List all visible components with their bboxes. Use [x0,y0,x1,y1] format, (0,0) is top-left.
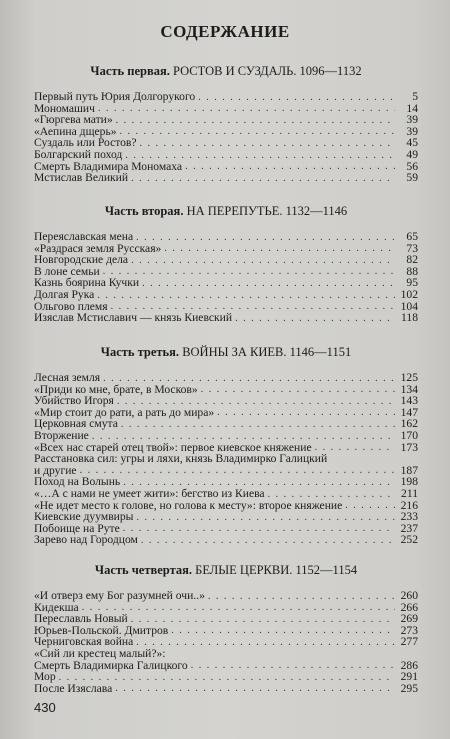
toc-entry-page: 59 [406,171,418,185]
toc-entry-page: 269 [400,612,418,626]
toc-entry-page: 39 [406,124,418,138]
toc-entry-title: Изяслав Мстиславич — князь Киевский [34,311,233,325]
toc-entry-title: В лоне семьи [34,264,100,278]
toc-entry [34,312,418,324]
toc-entry-page: 291 [400,670,418,684]
part-section [34,563,418,694]
toc-entry-title: Юрьев-Польской. Дмитров [34,623,169,637]
toc-entry-title: «…А с нами не умеет жити»: бегство из Киева [34,486,265,500]
toc-entry [34,418,418,430]
toc-entry-title: «Всех нас старей отец твой»: первое киевское княжение [34,440,312,454]
toc-entry-title: Церковная смута [34,417,118,431]
toc-entry-title: «Сий ли крестец малый?»: [34,646,166,660]
dot-leader [131,256,395,266]
toc-entry-page: 39 [406,113,418,127]
toc-entry [34,683,418,695]
part-name: БЕЛЫЕ ЦЕРКВИ. 1152—1154 [192,563,358,577]
toc-entry-title: Зарево над Городцом [34,533,138,547]
dot-leader [131,174,395,184]
toc-entry-page: 266 [400,600,418,614]
dot-leader [198,93,395,103]
dot-leader [97,291,395,301]
toc-entry-title: Новгородские дела [34,253,129,267]
dot-leader [123,524,395,534]
toc-entry-page: 173 [400,440,418,454]
toc-entry-page: 82 [406,253,418,267]
part-label: Часть первая. [90,64,170,78]
toc-entry-page: 14 [406,101,418,115]
toc-entry [34,149,418,161]
toc-entry-page: 95 [406,276,418,290]
toc-entry [34,372,418,384]
toc-entry-page: 88 [406,264,418,278]
toc-entry-page: 162 [400,417,418,431]
toc-entry-title: Расстановка сил: угры и ляхи, князь Владимирко Галицкий [34,452,328,466]
toc-entry [34,671,418,683]
toc-entry-title: «Не идет место к голове, но голова к месту»: второе княжение [34,498,343,512]
toc-entry-page: 143 [400,394,418,408]
toc-entry-page: 216 [400,498,418,512]
toc-entry [34,172,418,184]
toc-entry-title: Поход на Волынь [34,475,121,489]
toc-entry-page: 147 [400,405,418,419]
toc-entry [34,289,418,301]
dot-leader [98,104,395,114]
part-label: Часть четвертая. [94,563,193,577]
toc-entry [34,91,418,103]
toc-entry-page: 237 [400,521,418,535]
toc-entry-page: 104 [400,299,418,313]
toc-entry-title: Смерть Владимирка Галицкого [34,658,188,672]
toc-entry-page: 134 [400,382,418,396]
toc-entry-page: 233 [400,510,418,524]
toc-entry [34,660,418,672]
toc-entry-page: 260 [400,589,418,602]
part-name: ВОЙНЫ ЗА КИЕВ. 1146—1151 [179,345,352,359]
toc-entry-title: Суздаль или Ростов? [34,136,137,150]
toc-entry-page: 187 [400,463,418,477]
toc-entry-title: Мор [34,670,56,684]
page-number: 430 [34,700,56,715]
dot-leader [136,233,395,243]
toc-entry-page: 295 [400,681,418,695]
toc-entry-title: «И отверз ему Бог разумней очи..» [34,589,205,602]
part-heading [34,64,418,79]
toc-entry-title: Убийство Игоря [34,394,114,408]
part-heading [34,345,418,360]
page-title: СОДЕРЖАНИЕ [160,22,290,41]
toc-entry-title: После Изяслава [34,681,113,695]
dot-leader [80,466,395,476]
toc-entry-title: Черниговская война [34,635,134,649]
toc-entry-page: 56 [406,159,418,173]
toc-entry-page: 252 [400,533,418,547]
toc-entry-page: 102 [400,287,418,301]
toc-entry-title: Ольгово племя [34,299,108,313]
dot-leader [121,420,395,430]
dot-leader [141,536,395,546]
toc-entry-page: 45 [406,136,418,150]
toc-entry-title: Казнь боярина Кучки [34,276,140,290]
dot-leader [185,162,395,172]
toc-entry-title: «Мир стоит до рати, а рать до мира» [34,405,215,419]
dot-leader [171,626,395,636]
toc-entry-title: «Приди ко мне, брате, в Москов» [34,382,198,396]
toc-entry-page: 5 [412,90,418,103]
dot-leader [191,661,395,671]
part-section [34,64,418,184]
toc-entry-title: Мстислав Великий [34,171,129,185]
part-section [34,204,418,324]
toc-entry-title: Смерть Владимира Мономаха [34,159,183,173]
toc-entry-page: 65 [406,230,418,243]
dot-leader [140,139,395,149]
toc-entry-title: Мономашич [34,101,95,115]
toc-entry-title: и другие [34,463,77,477]
toc-entry-page: 211 [401,486,418,500]
dot-leader [235,314,395,324]
toc-entry-title: «Раздрася земля Русская» [34,241,162,255]
dot-leader [103,267,395,277]
toc-entry-title: Болгарский поход [34,147,123,161]
toc-entry-title: Кидекша [34,600,79,614]
dot-leader [345,501,395,511]
dot-leader [115,684,395,694]
part-label: Часть третья. [100,345,180,359]
toc-entry-title: Лесная земля [34,371,101,384]
toc-entry-title: Побоище на Руте [34,521,120,535]
dot-leader [120,127,395,137]
toc-entry-page: 273 [400,623,418,637]
toc-entry-page: 198 [400,475,418,489]
toc-entry-title: Переяславская мена [34,230,134,243]
part-name: НА ПЕРЕПУТЬЕ. 1132—1146 [183,204,348,218]
dot-leader [136,638,395,648]
toc-entry-title: Киевские дуумвиры [34,510,134,524]
dot-leader [142,279,395,289]
toc-entry [34,511,418,523]
toc-entry-title: Вторжение [34,428,89,442]
part-name: РОСТОВ И СУЗДАЛЬ. 1096—1132 [169,64,362,78]
toc-entry-title: Долгая Рука [34,287,95,301]
dot-leader [217,408,395,418]
part-label: Часть вторая. [104,204,184,218]
part-heading [34,204,418,219]
dot-leader [136,513,395,523]
toc-entry [34,534,418,546]
toc-entry [34,488,418,500]
toc-entry [34,590,418,602]
toc-entry-page: 49 [406,147,418,161]
dot-leader [201,385,395,395]
toc-entry-page: 286 [400,658,418,672]
part-section [34,345,418,546]
toc-entry [34,430,418,442]
toc-entry [34,231,418,243]
toc-entry-page: 125 [400,371,418,384]
dot-leader [116,116,395,126]
toc-entry-title: «Аепина дщерь» [34,124,117,138]
part-heading [34,563,418,578]
toc-entry-title: Первый путь Юрия Долгорукого [34,90,196,103]
toc-entry-page: 277 [400,635,418,649]
dot-leader [82,603,395,613]
dot-leader [164,244,395,254]
dot-leader [208,592,395,602]
toc-entry-title: «Гюргева мати» [34,113,113,127]
toc-entry-page: 170 [400,428,418,442]
toc-entry-page: 73 [406,241,418,255]
dot-leader [131,615,395,625]
toc-entry-title: Переславль Новый [34,612,128,626]
toc-entry-page: 118 [401,311,418,325]
